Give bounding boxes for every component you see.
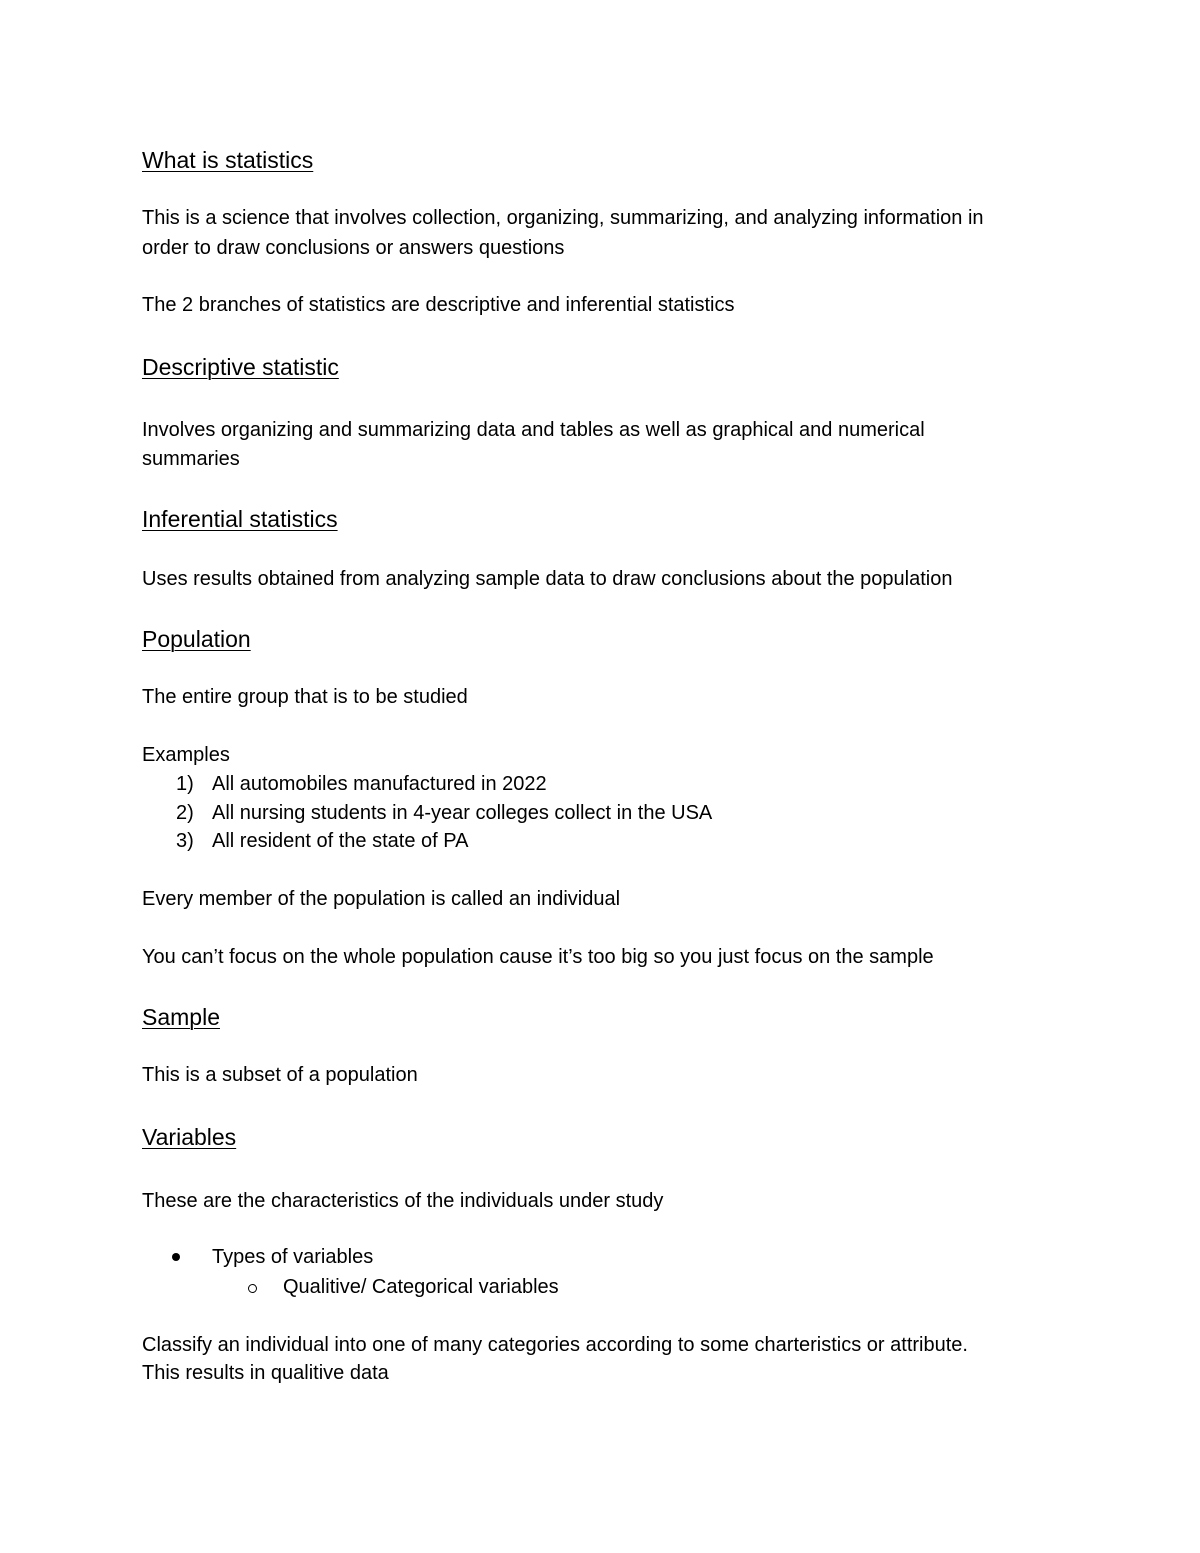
heading-sample: Sample [142, 1004, 220, 1030]
descriptive-definition-line-1: Involves organizing and summarizing data and tables as well as graphical and numerical [142, 419, 925, 441]
list-number: 2) [176, 802, 194, 824]
list-number: 3) [176, 830, 194, 852]
bullet-item-text: Types of variables [212, 1246, 374, 1268]
classify-line-1: Classify an individual into one of many categories according to some charteristics or attribute. [142, 1334, 968, 1356]
heading-inferential-statistics: Inferential statistics [142, 506, 338, 532]
classify-line-2: This results in qualitive data [142, 1362, 389, 1384]
statistics-branches: The 2 branches of statistics are descriptive and inferential statistics [142, 294, 735, 316]
examples-label: Examples [142, 744, 230, 766]
population-focus: You can’t focus on the whole population cause it’s too big so you just focus on the sample [142, 946, 934, 968]
list-item-text: All resident of the state of PA [212, 830, 469, 852]
statistics-definition-line-1: This is a science that involves collection, organizing, summarizing, and analyzing information in [142, 207, 984, 229]
sample-definition: This is a subset of a population [142, 1064, 418, 1086]
list-number: 1) [176, 773, 194, 795]
list-item-text: All automobiles manufactured in 2022 [212, 773, 547, 795]
inferential-definition: Uses results obtained from analyzing sample data to draw conclusions about the population [142, 568, 953, 590]
heading-what-is-statistics: What is statistics [142, 147, 314, 173]
hollow-bullet-icon [248, 1284, 257, 1293]
population-definition: The entire group that is to be studied [142, 686, 468, 708]
statistics-definition-line-2: order to draw conclusions or answers questions [142, 237, 565, 259]
heading-descriptive-statistic: Descriptive statistic [142, 354, 339, 380]
list-item-text: All nursing students in 4-year colleges collect in the USA [212, 802, 713, 824]
heading-population: Population [142, 626, 251, 652]
sub-bullet-item-text: Qualitive/ Categorical variables [283, 1276, 559, 1298]
population-individual: Every member of the population is called an individual [142, 888, 621, 910]
heading-variables: Variables [142, 1124, 237, 1150]
variables-definition: These are the characteristics of the individuals under study [142, 1190, 664, 1212]
descriptive-definition-line-2: summaries [142, 448, 240, 470]
bullet-icon [172, 1253, 180, 1261]
